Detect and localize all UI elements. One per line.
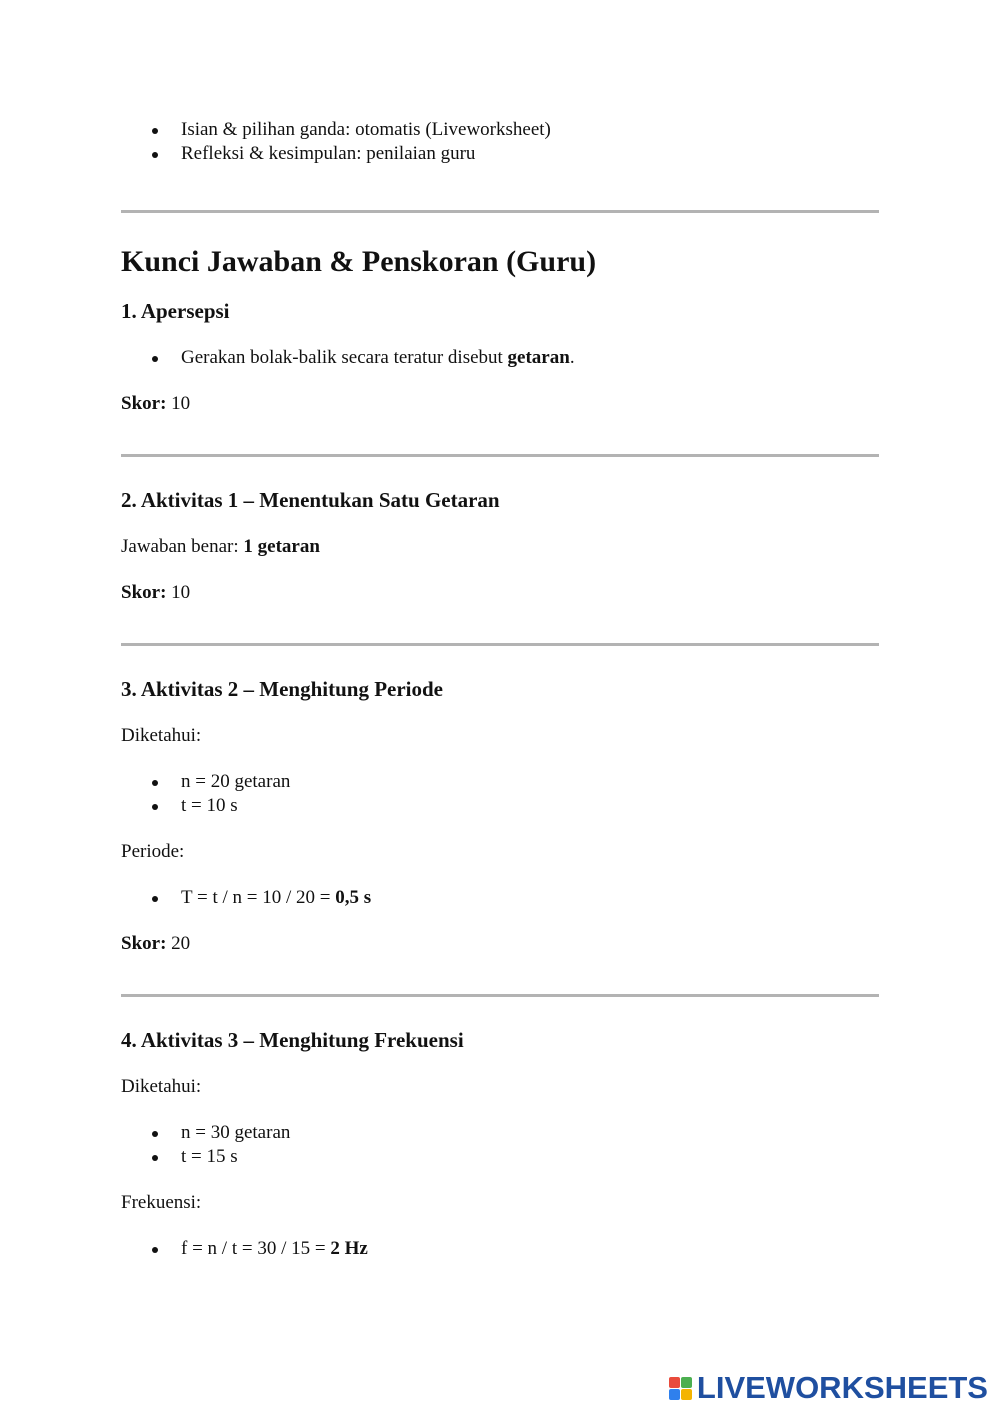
known-label: Diketahui:	[121, 1076, 202, 1097]
section-title-apersepsi: 1. Apersepsi	[121, 299, 230, 323]
logo-text: LIVEWORKSHEETS	[696, 1370, 988, 1405]
formula-result: 2 Hz	[330, 1238, 368, 1259]
mark-cell	[669, 1389, 680, 1400]
formula-result: 0,5 s	[335, 887, 372, 908]
section-title-aktivitas-1: 2. Aktivitas 1 – Menentukan Satu Getaran	[121, 488, 500, 512]
mark-cell	[681, 1377, 692, 1388]
list-item: Refleksi & kesimpulan: penilaian guru	[181, 142, 879, 166]
grading-method-list	[121, 118, 879, 166]
list-item	[181, 1237, 879, 1261]
answer-bold: 1 getaran	[243, 536, 320, 557]
answer-line	[121, 535, 879, 559]
mark-cell	[669, 1377, 680, 1388]
score-value: 10	[166, 582, 191, 603]
score-line	[121, 932, 879, 956]
score-label: Skor:	[121, 933, 167, 954]
score-label: Skor:	[121, 393, 167, 414]
score-line	[121, 392, 879, 416]
page-title: Kunci Jawaban & Penskoran (Guru)	[121, 245, 597, 278]
section-title-aktivitas-3: 4. Aktivitas 3 – Menghitung Frekuensi	[121, 1028, 464, 1052]
list-item: t = 10 s	[181, 794, 879, 818]
known-label: Diketahui:	[121, 725, 202, 746]
list-item	[181, 346, 879, 370]
list-item	[181, 886, 879, 910]
answer-bold: getaran	[507, 347, 570, 368]
mark-cell	[681, 1389, 692, 1400]
liveworksheets-mark-icon	[669, 1377, 692, 1400]
formula-list	[121, 886, 879, 910]
answer-list	[121, 346, 879, 370]
score-value: 10	[166, 393, 191, 414]
section-title-aktivitas-2: 3. Aktivitas 2 – Menghitung Periode	[121, 677, 444, 701]
liveworksheets-logo	[669, 1372, 988, 1404]
formula-text: f = n / t = 30 / 15 =	[181, 1238, 331, 1259]
result-label: Periode:	[121, 841, 185, 862]
answer-text: Jawaban benar:	[121, 536, 244, 557]
score-value: 20	[166, 933, 191, 954]
result-label: Frekuensi:	[121, 1192, 202, 1213]
formula-list	[121, 1237, 879, 1261]
page-content	[121, 118, 879, 1261]
list-item: n = 30 getaran	[181, 1121, 879, 1145]
answer-suffix: .	[569, 347, 575, 368]
formula-text: T = t / n = 10 / 20 =	[181, 887, 336, 908]
score-line	[121, 581, 879, 605]
known-list	[121, 1121, 879, 1169]
list-item: t = 15 s	[181, 1145, 879, 1169]
answer-text: Gerakan bolak-balik secara teratur disebut	[181, 347, 508, 368]
list-item: n = 20 getaran	[181, 770, 879, 794]
known-list	[121, 770, 879, 818]
list-item: Isian & pilihan ganda: otomatis (Liveworksheet)	[181, 118, 879, 142]
score-label: Skor:	[121, 582, 167, 603]
